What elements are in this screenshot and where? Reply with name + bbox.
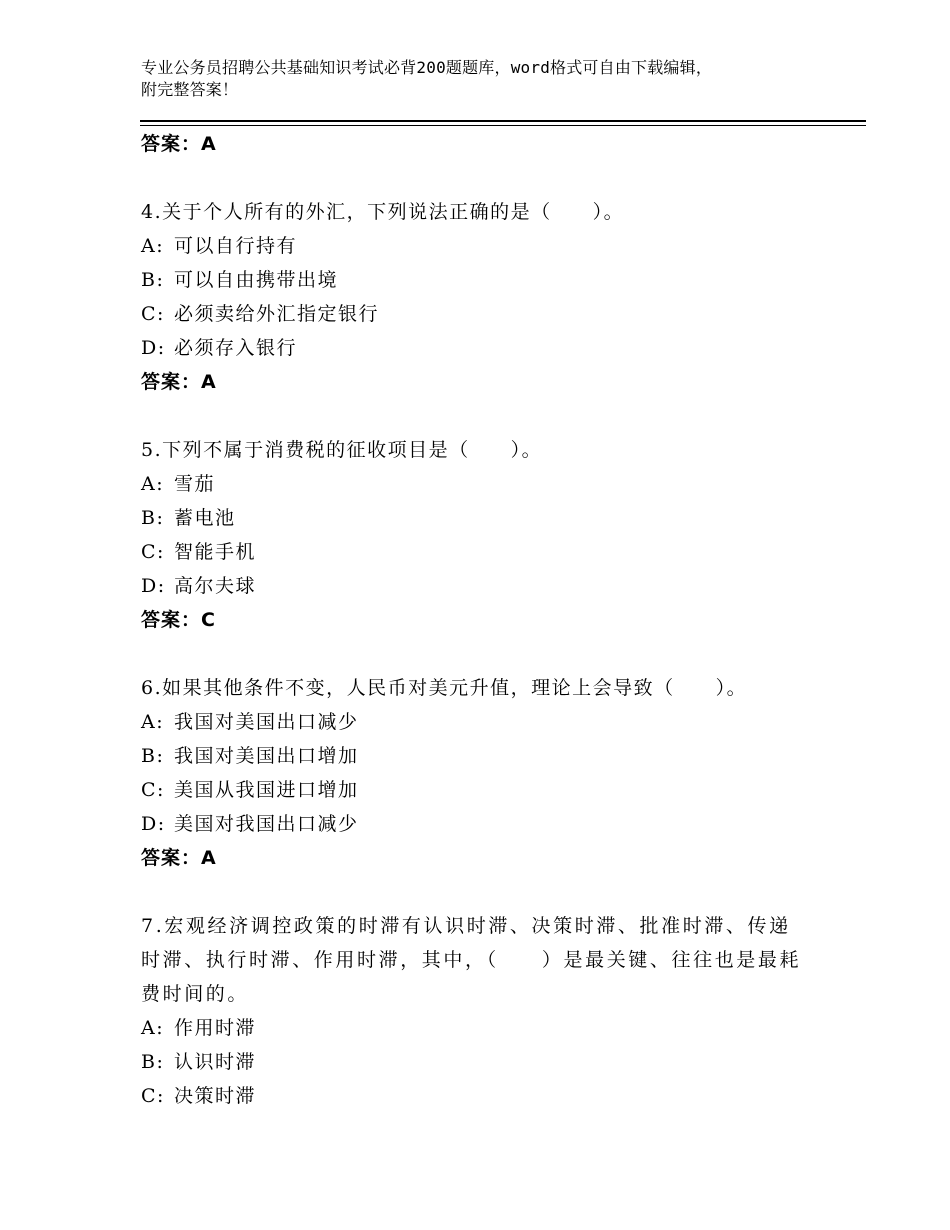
option-text: 智能手机 (174, 541, 257, 563)
document-header (141, 57, 821, 101)
option-text: 可以自行持有 (174, 235, 298, 257)
option-letter: C: (141, 541, 165, 563)
question-block (141, 909, 811, 1113)
header-line-1: 专业公务员招聘公共基础知识考试必背200题题库，word格式可自由下载编辑， (141, 58, 713, 77)
option-text: 必须卖给外汇指定银行 (174, 303, 380, 325)
option-letter: A: (141, 235, 165, 257)
option-item (141, 773, 811, 807)
option-text: 高尔夫球 (174, 575, 257, 597)
option-text: 美国对我国出口减少 (174, 813, 359, 835)
option-letter: A: (141, 711, 165, 733)
question-block (141, 433, 811, 637)
question-block (141, 195, 811, 399)
spacer (141, 161, 811, 195)
option-letter: C: (141, 303, 165, 325)
option-text: 雪茄 (174, 473, 216, 495)
option-item (141, 467, 811, 501)
option-text: 我国对美国出口增加 (174, 745, 359, 767)
option-item (141, 263, 811, 297)
header-rule-thin (140, 125, 866, 126)
question-stem: 7.宏观经济调控政策的时滞有认识时滞、决策时滞、批准时滞、传递时滞、执行时滞、作用时滞，其中，（ ）是最关键、往往也是最耗费时间的。 (141, 915, 802, 1005)
option-text: 必须存入银行 (174, 337, 298, 359)
option-text: 美国从我国进口增加 (174, 779, 359, 801)
option-item (141, 297, 811, 331)
spacer (141, 637, 811, 671)
option-item (141, 1011, 811, 1045)
option-item (141, 331, 811, 365)
answer-line: 答案：A (141, 371, 217, 393)
option-letter: C: (141, 779, 165, 801)
option-text: 作用时滞 (174, 1017, 257, 1039)
answer-line: 答案：A (141, 133, 217, 155)
option-letter: C: (141, 1085, 165, 1107)
option-text: 决策时滞 (174, 1085, 257, 1107)
option-item (141, 1079, 811, 1113)
answer-line: 答案：A (141, 847, 217, 869)
option-letter: D: (141, 813, 166, 835)
option-letter: B: (141, 1051, 165, 1073)
option-letter: D: (141, 337, 166, 359)
option-letter: B: (141, 745, 165, 767)
option-letter: A: (141, 1017, 165, 1039)
answer-line: 答案：C (141, 609, 216, 631)
option-item (141, 1045, 811, 1079)
option-text: 我国对美国出口减少 (174, 711, 359, 733)
option-item (141, 807, 811, 841)
option-item (141, 705, 811, 739)
spacer (141, 875, 811, 909)
option-item (141, 229, 811, 263)
option-letter: D: (141, 575, 166, 597)
question-stem: 4.关于个人所有的外汇，下列说法正确的是（ ）。 (141, 201, 625, 223)
option-item (141, 569, 811, 603)
option-item (141, 535, 811, 569)
option-item (141, 739, 811, 773)
header-rule-thick (140, 120, 866, 122)
option-letter: A: (141, 473, 165, 495)
question-list (141, 127, 811, 1113)
option-text: 蓄电池 (174, 507, 236, 529)
question-stem: 5.下列不属于消费税的征收项目是（ ）。 (141, 439, 543, 461)
option-letter: B: (141, 507, 165, 529)
question-stem: 6.如果其他条件不变，人民币对美元升值，理论上会导致（ ）。 (141, 677, 748, 699)
option-text: 认识时滞 (174, 1051, 257, 1073)
option-item (141, 501, 811, 535)
question-block (141, 671, 811, 875)
option-letter: B: (141, 269, 165, 291)
header-line-2: 附完整答案！ (141, 80, 239, 99)
spacer (141, 399, 811, 433)
option-text: 可以自由携带出境 (174, 269, 339, 291)
